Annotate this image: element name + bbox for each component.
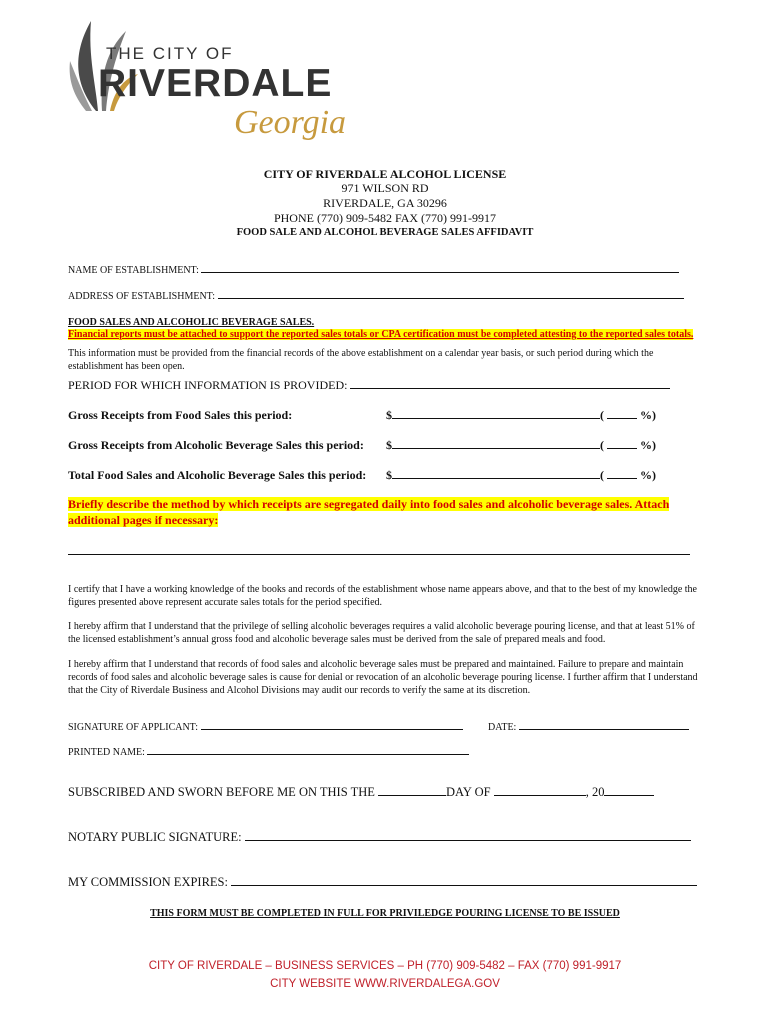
notary-label: NOTARY PUBLIC SIGNATURE: [68,830,242,844]
sworn-year-line[interactable] [604,795,654,796]
certify-paragraph-1: I certify that I have a working knowledge of the books and records of the establishment whose name appears above, and that to the best of my knowledge the figures presented above represent accurate sales totals for the period specified. [68,584,697,608]
date-row [488,722,689,733]
date-input-line[interactable] [519,729,689,730]
sworn-day-line[interactable] [378,795,446,796]
certify-paragraph-3: I hereby affirm that I understand that records of food sales and alcoholic beverage sales must be prepared and maintained. Failure to prepare and maintain records of food sales and alcoholic beverage sales is cause for denial or revocation of an alcoholic beverage pouring license. I further affirm that I understand that the City of Riverdale Business and Alcohol Divisions may audit our records to verify the same at its discretion. [68,659,698,696]
address-phone: PHONE (770) 909-5482 FAX (770) 991-9917 [273,211,497,225]
certify-paragraph-2: I hereby affirm that I understand that the privilege of selling alcoholic beverages requires a valid alcoholic beverage pouring license, and that at least 51% of the licensed establishment’s annual gross food and alcoholic beverage sales must be derived from the sale of prepared meals and food. [68,621,695,645]
receipt-label-alcohol: Gross Receipts from Alcoholic Beverage Sales this period: [68,438,364,452]
city-logo [66,16,366,151]
signature-input-line[interactable] [201,729,463,730]
alcohol-percent-line[interactable] [607,448,637,449]
sworn-text-c: , 20 [585,785,605,799]
receipt-row-food [68,408,708,423]
footer-contact: CITY OF RIVERDALE – BUSINESS SERVICES – PH (770) 909-5482 – FAX (770) 991-9917 [148,960,622,972]
describe-method [68,496,708,528]
printed-name-label: PRINTED NAME: [68,747,145,758]
sworn-text-b: DAY OF [446,785,491,799]
receipt-amount-food: $ ( %) [386,408,656,422]
name-label: NAME OF ESTABLISHMENT: [68,265,199,276]
date-label: DATE: [488,722,517,733]
logo-line1: THE CITY OF [106,44,234,63]
receipt-row-alcohol [68,438,708,453]
describe-method-text: Briefly describe the method by which receipts are segregated daily into food sales and alcoholic beverage sales. Attach additional pages if necessary: [68,497,670,527]
address-city: RIVERDALE, GA 30296 [323,196,447,210]
printed-name-row [68,747,469,758]
name-field-row [68,265,679,276]
commission-input-line[interactable] [231,885,697,886]
printed-name-input-line[interactable] [147,754,469,755]
form-subtitle: FOOD SALE AND ALCOHOL BEVERAGE SALES AFFIDAVIT [236,227,534,238]
receipt-label-food: Gross Receipts from Food Sales this period: [68,408,293,422]
food-sales-heading: FOOD SALES AND ALCOHOLIC BEVERAGE SALES. [68,317,315,328]
receipt-label-total: Total Food Sales and Alcoholic Beverage Sales this period: [68,468,367,482]
period-input-line[interactable] [350,388,670,389]
logo-line2: RIVERDALE [98,62,333,105]
sworn-text-a: SUBSCRIBED AND SWORN BEFORE ME ON THIS THE [68,785,375,799]
commission-label: MY COMMISSION EXPIRES: [68,875,228,889]
notary-row [68,830,691,845]
total-percent-line[interactable] [607,478,637,479]
signature-row [68,722,463,733]
notary-input-line[interactable] [245,840,691,841]
address-field-row [68,291,684,302]
address-input-line[interactable] [218,298,684,299]
commission-row [68,875,697,890]
financial-notice-text: Financial reports must be attached to support the reported sales totals or CPA certification must be completed attesting to the reported sales totals. [68,329,694,340]
period-label: PERIOD FOR WHICH INFORMATION IS PROVIDED: [68,378,348,392]
total-amount-line[interactable] [392,478,600,479]
info-paragraph: This information must be provided from the financial records of the above establishment on a calendar year basis, or such period during which the establishment has been open. [68,348,654,372]
name-input-line[interactable] [201,272,679,273]
period-row [68,378,670,393]
signature-label: SIGNATURE OF APPLICANT: [68,722,199,733]
address-street: 971 WILSON RD [341,181,429,195]
sworn-row [68,785,654,800]
receipt-row-total [68,468,708,483]
logo-line3: Georgia [234,104,347,141]
form-title: CITY OF RIVERDALE ALCOHOL LICENSE [263,167,507,181]
describe-input-line[interactable] [68,554,690,555]
food-amount-line[interactable] [392,418,600,419]
footer-website[interactable]: CITY WEBSITE WWW.RIVERDALEGA.GOV [270,978,500,990]
receipt-amount-total: $ ( %) [386,468,656,482]
address-label: ADDRESS OF ESTABLISHMENT: [68,291,216,302]
completion-notice: THIS FORM MUST BE COMPLETED IN FULL FOR PRIVILEDGE POURING LICENSE TO BE ISSUED [150,908,620,919]
alcohol-amount-line[interactable] [392,448,600,449]
receipt-amount-alcohol: $ ( %) [386,438,656,452]
financial-notice [68,329,708,341]
sworn-month-line[interactable] [494,795,586,796]
food-percent-line[interactable] [607,418,637,419]
